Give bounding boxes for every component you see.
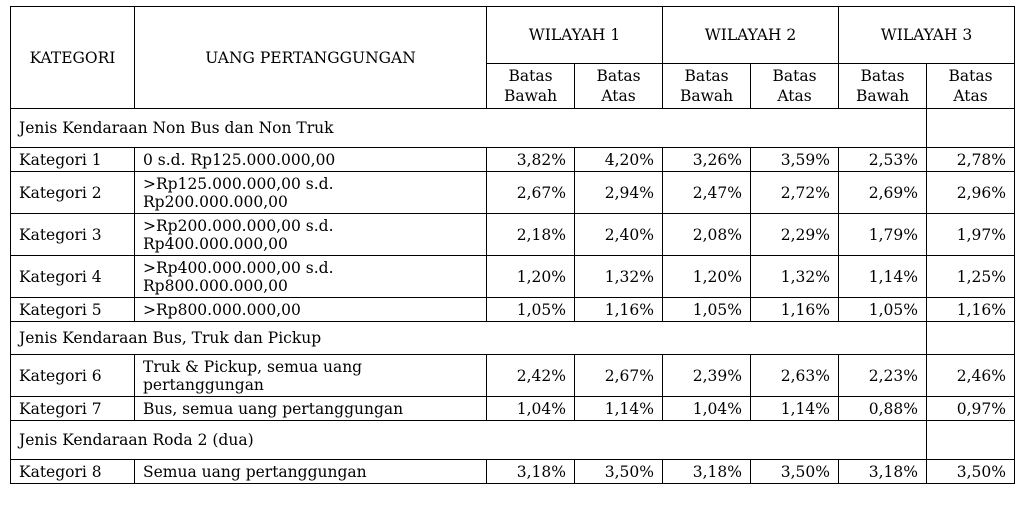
table-row [11, 397, 1015, 421]
rate-w1-batas-bawah: 2,42% [487, 355, 575, 397]
rate-w1-batas-atas: 3,50% [575, 460, 663, 484]
table-row [11, 460, 1015, 484]
rate-w1-batas-atas: 4,20% [575, 148, 663, 172]
section-empty-cell [927, 421, 1015, 460]
header-bawah-text: Bawah [679, 87, 734, 105]
rate-w3-batas-atas: 2,46% [927, 355, 1015, 397]
rate-w1-batas-atas: 1,14% [575, 397, 663, 421]
rate-w2-batas-bawah: 1,05% [663, 298, 751, 322]
rate-w1-batas-atas: 1,16% [575, 298, 663, 322]
header-batas-atas-1 [575, 64, 663, 109]
rate-w3-batas-atas: 0,97% [927, 397, 1015, 421]
header-atas-text: Atas [777, 87, 812, 105]
uang-pertanggungan-cell [135, 355, 487, 397]
rate-w2-batas-atas: 2,29% [751, 214, 839, 256]
header-kategori: KATEGORI [11, 7, 135, 109]
section-empty-cell [927, 322, 1015, 355]
uang-pertanggungan-line: Rp800.000.000,00 [143, 276, 288, 295]
section-empty-cell [927, 109, 1015, 148]
rate-w1-batas-atas: 2,94% [575, 172, 663, 214]
rate-w2-batas-atas: 2,63% [751, 355, 839, 397]
section-row [11, 421, 1015, 460]
header-batas-atas-3 [927, 64, 1015, 109]
kategori-cell: Kategori 2 [11, 172, 135, 214]
rate-w3-batas-atas: 3,50% [927, 460, 1015, 484]
rate-w2-batas-atas: 1,14% [751, 397, 839, 421]
header-bawah-text: Bawah [855, 87, 910, 105]
header-row-top [11, 7, 1015, 64]
rate-w1-batas-atas: 2,67% [575, 355, 663, 397]
rate-w2-batas-bawah: 1,04% [663, 397, 751, 421]
rate-w3-batas-bawah: 2,53% [839, 148, 927, 172]
rate-w3-batas-bawah: 3,18% [839, 460, 927, 484]
rate-w3-batas-bawah: 1,14% [839, 256, 927, 298]
rate-w3-batas-bawah: 1,05% [839, 298, 927, 322]
header-batas-text: Batas [596, 67, 641, 85]
rate-w1-batas-atas: 2,40% [575, 214, 663, 256]
rate-w2-batas-bawah: 2,08% [663, 214, 751, 256]
uang-pertanggungan-line: >Rp800.000.000,00 [143, 300, 301, 319]
rate-w3-batas-atas: 2,96% [927, 172, 1015, 214]
kategori-cell: Kategori 7 [11, 397, 135, 421]
section-row [11, 322, 1015, 355]
rate-w1-batas-bawah: 2,18% [487, 214, 575, 256]
kategori-cell: Kategori 1 [11, 148, 135, 172]
rate-w2-batas-bawah: 3,26% [663, 148, 751, 172]
uang-pertanggungan-cell [135, 460, 487, 484]
table-row [11, 355, 1015, 397]
rate-w2-batas-bawah: 2,39% [663, 355, 751, 397]
header-batas-text: Batas [860, 67, 905, 85]
header-bawah-text: Bawah [503, 87, 558, 105]
uang-pertanggungan-cell [135, 298, 487, 322]
kategori-cell: Kategori 4 [11, 256, 135, 298]
uang-pertanggungan-line: Rp200.000.000,00 [143, 192, 288, 211]
rate-w2-batas-atas: 2,72% [751, 172, 839, 214]
uang-pertanggungan-line: >Rp125.000.000,00 s.d. [143, 174, 334, 193]
uang-pertanggungan-cell [135, 214, 487, 256]
rate-w2-batas-bawah: 3,18% [663, 460, 751, 484]
header-wilayah-2: WILAYAH 2 [663, 7, 839, 64]
header-batas-atas-2 [751, 64, 839, 109]
uang-pertanggungan-line: pertanggungan [143, 375, 264, 394]
uang-pertanggungan-cell [135, 256, 487, 298]
rate-w2-batas-bawah: 1,20% [663, 256, 751, 298]
header-batas-text: Batas [684, 67, 729, 85]
rate-w3-batas-bawah: 0,88% [839, 397, 927, 421]
rate-w2-batas-atas: 1,16% [751, 298, 839, 322]
header-batas-bawah-2 [663, 64, 751, 109]
header-batas-bawah-3 [839, 64, 927, 109]
uang-pertanggungan-cell [135, 172, 487, 214]
uang-pertanggungan-line: Truk & Pickup, semua uang [143, 357, 363, 376]
kategori-cell: Kategori 5 [11, 298, 135, 322]
table-row [11, 172, 1015, 214]
uang-pertanggungan-line: Bus, semua uang pertanggungan [143, 399, 404, 418]
rate-w1-batas-bawah: 3,82% [487, 148, 575, 172]
rate-w1-batas-bawah: 2,67% [487, 172, 575, 214]
section-title: Jenis Kendaraan Non Bus dan Non Truk [11, 109, 927, 148]
table-body [11, 109, 1015, 484]
rate-w3-batas-atas: 1,16% [927, 298, 1015, 322]
header-batas-bawah-1 [487, 64, 575, 109]
uang-pertanggungan-line: >Rp200.000.000,00 s.d. [143, 216, 334, 235]
table-row [11, 256, 1015, 298]
rate-w3-batas-bawah: 1,79% [839, 214, 927, 256]
uang-pertanggungan-line: >Rp400.000.000,00 s.d. [143, 258, 334, 277]
section-row [11, 109, 1015, 148]
section-title: Jenis Kendaraan Roda 2 (dua) [11, 421, 927, 460]
header-atas-text: Atas [601, 87, 636, 105]
header-atas-text: Atas [953, 87, 988, 105]
table-row [11, 148, 1015, 172]
table-row [11, 214, 1015, 256]
rate-w1-batas-atas: 1,32% [575, 256, 663, 298]
table-row [11, 298, 1015, 322]
rate-w2-batas-atas: 3,50% [751, 460, 839, 484]
rate-w3-batas-atas: 1,97% [927, 214, 1015, 256]
uang-pertanggungan-line: 0 s.d. Rp125.000.000,00 [143, 150, 336, 169]
rate-w3-batas-bawah: 2,23% [839, 355, 927, 397]
rate-w3-batas-bawah: 2,69% [839, 172, 927, 214]
header-batas-text: Batas [772, 67, 817, 85]
kategori-cell: Kategori 6 [11, 355, 135, 397]
rate-w1-batas-bawah: 3,18% [487, 460, 575, 484]
rate-w1-batas-bawah: 1,04% [487, 397, 575, 421]
rate-w1-batas-bawah: 1,05% [487, 298, 575, 322]
header-batas-text: Batas [948, 67, 993, 85]
uang-pertanggungan-cell [135, 148, 487, 172]
section-title: Jenis Kendaraan Bus, Truk dan Pickup [11, 322, 927, 355]
rate-w3-batas-atas: 2,78% [927, 148, 1015, 172]
rate-w2-batas-atas: 3,59% [751, 148, 839, 172]
rate-w2-batas-atas: 1,32% [751, 256, 839, 298]
rate-w2-batas-bawah: 2,47% [663, 172, 751, 214]
header-wilayah-3: WILAYAH 3 [839, 7, 1015, 64]
kategori-cell: Kategori 8 [11, 460, 135, 484]
header-uang-pertanggungan: UANG PERTANGGUNGAN [135, 7, 487, 109]
uang-pertanggungan-line: Semua uang pertanggungan [143, 462, 367, 481]
rate-w1-batas-bawah: 1,20% [487, 256, 575, 298]
kategori-cell: Kategori 3 [11, 214, 135, 256]
rate-w3-batas-atas: 1,25% [927, 256, 1015, 298]
rate-table [10, 6, 1015, 484]
header-wilayah-1: WILAYAH 1 [487, 7, 663, 64]
uang-pertanggungan-line: Rp400.000.000,00 [143, 234, 288, 253]
header-batas-text: Batas [508, 67, 553, 85]
uang-pertanggungan-cell [135, 397, 487, 421]
